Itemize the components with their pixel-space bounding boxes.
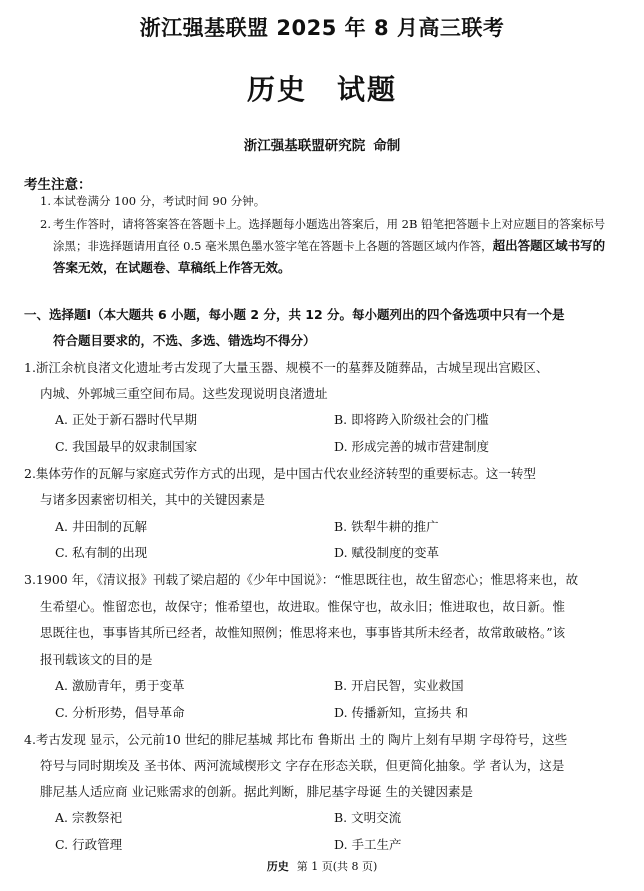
question-3-option-a: A. 激励青年，勇于变革 <box>55 678 185 693</box>
notice-item-1-number: 1. <box>40 194 51 208</box>
question-1-option-d: D. 形成完善的城市营建制度 <box>334 439 490 454</box>
page-footer <box>0 858 644 874</box>
question-1-line-1: 1.浙江余杭良渚文化遗址考古发现了大量玉器、规模不一的墓葬及随葬品，古城呈现出宫殿区、 <box>24 360 549 375</box>
question-3-line-3: 思既往也，事事皆其所已经者，故惟知照例；惟思将来也，事事皆其所未经者，故常敢破格。”该 <box>40 625 566 640</box>
question-4-line-1: 4.考古发现 显示，公元前10 世纪的腓尼基城 邦比布 鲁斯出 土的 陶片上刻有早期 字母符号，这些 <box>24 732 568 747</box>
notice-item-1 <box>40 190 606 212</box>
footer-subject: 历史 <box>266 860 289 873</box>
notice-item-2-text <box>40 213 606 279</box>
question-2-line-1: 2.集体劳作的瓦解与家庭式劳作方式的出现，是中国古代农业经济转型的重要标志。这一转型 <box>24 466 536 481</box>
question-1-line-2: 内城、外郭城三重空间布局。这些发现说明良渚遗址 <box>40 386 328 401</box>
question-3-line-4: 报刊载该文的目的是 <box>40 652 153 667</box>
exam-title: 浙江强基联盟 2025 年 8 月高三联考 <box>139 16 505 40</box>
notice-item-2-number: 2. <box>40 217 51 231</box>
question-2-option-a: A. 井田制的瓦解 <box>55 519 147 534</box>
question-2-option-b: B. 铁犁牛耕的推广 <box>334 519 439 534</box>
question-4-option-d: D. 手工生产 <box>334 837 402 852</box>
question-4-option-c: C. 行政管理 <box>55 837 123 852</box>
organization-name: 浙江强基联盟研究院 <box>243 138 366 154</box>
notice-heading: 考生注意： <box>24 177 92 193</box>
notice-item-2-bold: 超出答题区域书写的答案无效，在试题卷、草稿纸上作答无效。 <box>53 238 606 275</box>
question-1-option-c: C. 我国最早的奴隶制国家 <box>55 439 198 454</box>
question-4-option-b: B. 文明交流 <box>334 810 402 825</box>
question-4-option-a: A. 宗教祭祀 <box>55 810 122 825</box>
organization-line <box>0 134 644 154</box>
organization-suffix: 命制 <box>373 138 401 154</box>
section-heading-line-1: 一、选择题Ⅰ（本大题共 6 小题，每小题 2 分，共 12 分。每小题列出的四个备选项中只有一个是 <box>24 307 565 322</box>
section-heading-line-2: 符合题目要求的，不选、多选、错选均不得分） <box>53 333 316 348</box>
question-1-option-a: A. 正处于新石器时代早期 <box>55 412 197 427</box>
question-3-option-c: C. 分析形势，倡导革命 <box>55 705 185 720</box>
notice-item-2 <box>40 213 606 279</box>
question-1-option-b: B. 即将跨入阶级社会的门槛 <box>334 412 489 427</box>
question-2-option-d: D. 赋役制度的变革 <box>334 545 440 560</box>
footer-page-number: 第 1 页(共 8 页) <box>296 860 378 873</box>
subject-title: 历史 试题 <box>246 73 397 106</box>
question-3-option-b: B. 开启民智，实业救国 <box>334 678 464 693</box>
question-3-line-1: 3.1900 年，《清议报》刊载了梁启超的《少年中国说》：“惟思既往也，故生留恋心；惟思将来也，故 <box>24 572 579 587</box>
question-3-line-2: 生希望心。惟留恋也，故保守；惟希望也，故进取。惟保守也，故永旧；惟进取也，故日新。惟 <box>40 599 566 614</box>
question-4-line-2: 符号与同时期埃及 圣书体、两河流域楔形文 字存在形态关联，但更简化抽象。学 者认为，这是 <box>40 758 565 773</box>
question-4-line-3: 腓尼基人适应商 业记账需求的创新。据此判断，腓尼基字母诞 生的关键因素是 <box>40 784 473 799</box>
notice-item-1-text: 本试卷满分 100 分，考试时间 90 分钟。 <box>53 194 266 208</box>
question-2-line-2: 与诸多因素密切相关，其中的关键因素是 <box>40 492 266 507</box>
question-3-option-d: D. 传播新知，宣扬共 和 <box>334 705 468 720</box>
notice-item-2-plain: 考生作答时，请将答案答在答题卡上。选择题每小题选出答案后，用 2B 铅笔把答题卡上对应题目的答案标号涂黑；非选择题请用直径 0.5 毫米黑色墨水签字笔在答题卡上各题的答题区域内作答， <box>53 217 606 253</box>
question-2-option-c: C. 私有制的出现 <box>55 545 148 560</box>
